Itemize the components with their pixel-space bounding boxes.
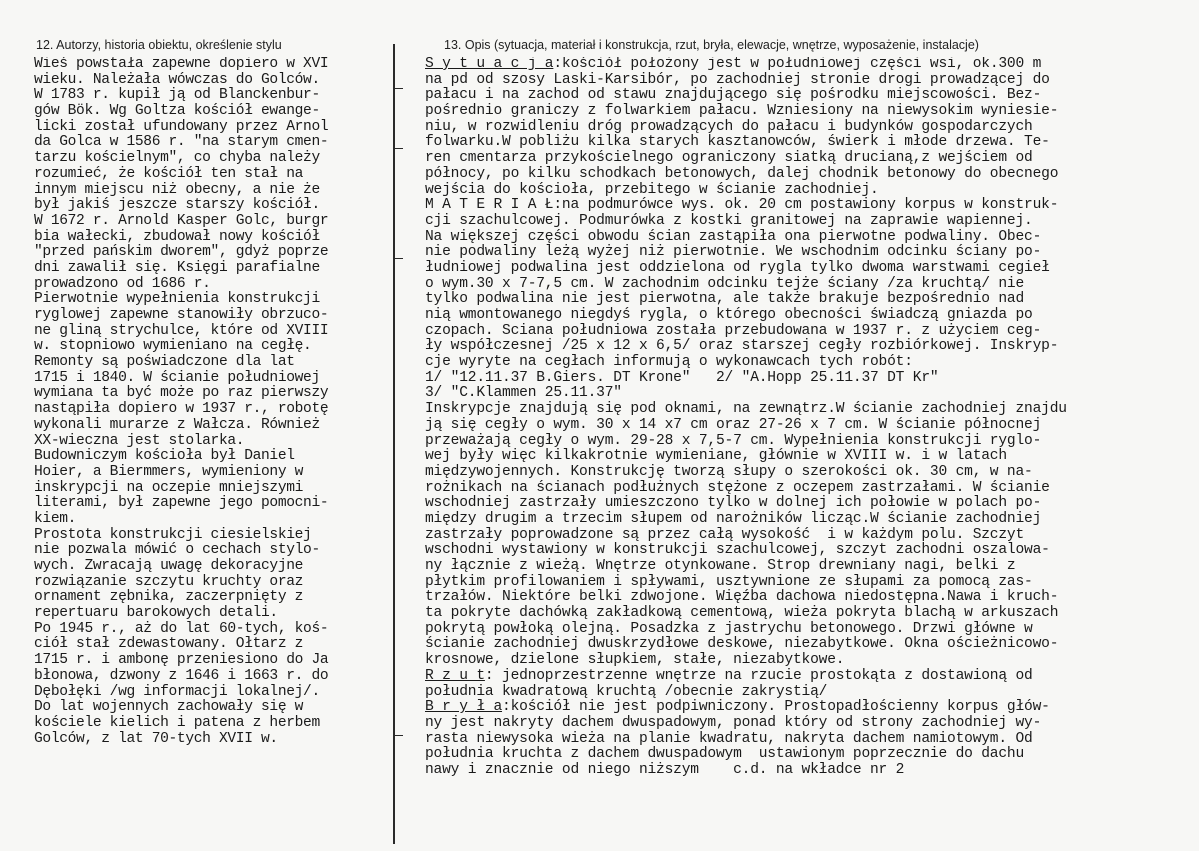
description-line xyxy=(425,245,1197,261)
line-text: ta pokryte dachówką zakładkową cementową, wieża pokryta blachą w arkuszach xyxy=(425,605,1059,622)
line-text: ją się cegły o wym. 30 x 14 x7 cm oraz 27-26 x 7 cm. W ścianie północnej xyxy=(425,416,1042,433)
description-line xyxy=(425,355,1197,371)
description-line xyxy=(425,73,1197,89)
history-line: błonowa, dzwony z 1646 i 1663 r. do xyxy=(34,667,329,684)
history-line: prowadzono od 1686 r. xyxy=(34,275,211,292)
history-line: Budowniczym kościoła był Daniel xyxy=(34,448,295,465)
description-line xyxy=(425,339,1197,355)
description-line xyxy=(425,700,1197,716)
history-line: literami, był zapewne jego pomocni- xyxy=(34,495,329,512)
description-line xyxy=(425,402,1197,418)
history-line: innym miejscu niż obecny, a nie że xyxy=(34,181,320,198)
history-line: ryglowej zapewne stanowiły obrzuco- xyxy=(34,307,329,323)
description-line xyxy=(425,685,1197,701)
line-text: wej były więc kilkakrotnie wymieniane, głównie w XVIII w. i w latach xyxy=(425,448,1007,465)
line-text: pałacu i na zachod od stawu znajdującego się pośrodku miejscowości. Bez- xyxy=(425,87,1042,104)
history-line: rozumieć, że kościół ten stał na xyxy=(34,165,304,182)
description-line xyxy=(425,120,1197,136)
line-text: 1/ "12.11.37 B.Giers. DT Krone" 2/ "A.Hopp 25.11.37 DT Kr" xyxy=(425,369,939,386)
history-line: wych. Zwracają uwagę dekoracyjne xyxy=(34,558,304,574)
description-line xyxy=(425,434,1197,450)
description-line xyxy=(425,277,1197,293)
history-line: ornament zębnika, zaczerpnięty z xyxy=(34,589,304,606)
history-line: repertuaru barokowych detali. xyxy=(34,605,278,622)
history-line: "przed pańskim dworem", gdyż poprze xyxy=(34,244,329,261)
line-text: międzywojennych. Konstrukcję tworzą słupy o szerokości ok. 30 cm, w na- xyxy=(425,463,1033,480)
description-line xyxy=(425,151,1197,167)
line-text: północy, po kilku schodkach betonowych, dalej chodnik betonowy do obecnego xyxy=(425,165,1059,182)
line-text: niu, w rozwidleniu dróg prowadzących do pałacu i budynków gospodarczych xyxy=(425,118,1033,135)
description-line xyxy=(425,528,1197,544)
line-text: krosnowe, dzielone słupkiem, stałe, niezabytkowe. xyxy=(425,652,845,669)
history-line: wykonali murarze z Wałcza. Również xyxy=(34,416,320,433)
history-line: ne gliną strychulce, które od XVIII xyxy=(34,322,329,339)
description-line xyxy=(425,324,1197,340)
description-line xyxy=(425,198,1197,214)
column-divider xyxy=(393,44,395,844)
line-text: wschodni wystawiony w konstrukcji szachulcowej, szczyt zachodni oszalowa- xyxy=(425,542,1050,559)
description-line xyxy=(425,104,1197,120)
description-line xyxy=(425,716,1197,732)
line-text: wschodniej zastrzały umieszczono tylko w dolnej ich połowie w polach po- xyxy=(425,495,1042,512)
line-text: rasta niewysoka wieża na planie kwadratu, nakryta dachem namiotowym. Od xyxy=(425,730,1033,747)
history-line: XX-wieczna jest stolarka. xyxy=(34,432,245,449)
description-line xyxy=(425,135,1197,151)
line-text: zastrzały poprowadzone są przez całą wysokość i w każdym polu. Szczyt xyxy=(425,526,1025,543)
description-line xyxy=(425,88,1197,104)
line-text: rożnikach na ścianach podłużnych stężone z oczepem zastrzałami. W ścianie xyxy=(425,479,1050,496)
line-text: nią wmontowanego niegdyś rygla, o którego obecności świadczą gniazda po xyxy=(425,307,1033,323)
history-line: Remonty są poświadczone dla lat xyxy=(34,354,295,371)
line-text: wejścia do kościoła, przebitego w ścianie zachodniej. xyxy=(425,181,879,198)
history-line: Pierwotnie wypełnienia konstrukcji xyxy=(34,291,320,308)
section-label: B r y ł a xyxy=(425,699,503,716)
history-line: rozwiązanie szczytu kruchty oraz xyxy=(34,573,304,590)
description-line xyxy=(425,292,1197,308)
history-line: dni zawalił się. Księgi parafialne xyxy=(34,259,320,276)
divider-tick xyxy=(395,148,403,149)
line-text: M A T E R I A Ł:na podmurówce wys. ok. 20 cm postawiony korpus w konstruk- xyxy=(425,197,1059,214)
line-text: folwarku.W pobliżu kilka starych kasztanowców, świerk i młode drzewa. Te- xyxy=(425,134,1050,151)
description-line xyxy=(425,183,1197,199)
history-line: gów Bök. Wg Goltza kościół ewange- xyxy=(34,103,320,120)
description-line xyxy=(425,308,1197,324)
description-line xyxy=(425,575,1197,591)
history-line: licki został ufundowany przez Arnol xyxy=(34,118,329,135)
description-line xyxy=(425,590,1197,606)
history-line: Wieś powstała zapewne dopiero w XVI xyxy=(34,57,329,72)
section-12-header: 12. Autorzy, historia obiektu, określenie stylu xyxy=(36,38,282,52)
history-line: nie pozwala mówić o cechach stylo- xyxy=(34,542,320,559)
line-text: łudniowej podwalina jest oddzielona od rygla tylko dwoma warstwami cegieł xyxy=(425,259,1050,276)
description-line xyxy=(425,465,1197,481)
line-text: Na większej części obwodu ścian zastąpiła ona pierwotne podwaliny. Obec- xyxy=(425,228,1042,245)
line-text: tylko podwalina nie jest pierwotna, ale także brakuje bezpośrednio nad xyxy=(425,291,1025,308)
line-text: trzałów. Niektóre belki zdwojone. Więźba dachowa niedostępna.Nawa i kruch- xyxy=(425,589,1059,606)
description-line xyxy=(425,261,1197,277)
description-line xyxy=(425,653,1197,669)
description-line xyxy=(425,167,1197,183)
history-line: nastąpiła dopiero w 1937 r., robotę xyxy=(34,401,329,418)
line-text: cje wyryte na cegłach informują o wykonawcach tych robót: xyxy=(425,354,913,371)
history-line: wieku. Należała wówczas do Golców. xyxy=(34,71,320,88)
description-line xyxy=(425,449,1197,465)
line-text: nie podwaliny leżą wyżej niż pierwotnie. We wschodnim odcinku ściany po- xyxy=(425,244,1042,261)
description-line xyxy=(425,559,1197,575)
history-line: kościele kielich i patena z herbem xyxy=(34,714,320,731)
line-text: pośrednio graniczy z folwarkiem pałacu. Wzniesiony na niewysokim wyniesie- xyxy=(425,103,1059,120)
divider-tick xyxy=(395,88,403,89)
line-text: ny jest nakryty dachem dwuspadowym, ponad który od strony zachodniej wy- xyxy=(425,714,1042,731)
line-text: o wym.30 x 7-7,5 cm. W zachodnim odcinku tejże ściany /za kruchtą/ nie xyxy=(425,275,1025,292)
section-label: R z u t xyxy=(425,667,485,684)
line-text: cji szachulcowej. Podmurówka z kostki granitowej na zaprawie wapiennej. xyxy=(425,212,1033,229)
description-line xyxy=(425,496,1197,512)
line-text: Inskrypcje znajdują się pod oknami, na zewnątrz.W ścianie zachodniej znajdu xyxy=(425,401,1067,418)
line-text: płytkim profilowaniem i spływami, usztywnione ze słupami za pomocą zas- xyxy=(425,573,1033,590)
section-label: S y t u a c j a xyxy=(425,57,554,72)
history-line: tarzu kościelnym", co chyba należy xyxy=(34,150,320,167)
history-line: Golców, z lat 70-tych XVII w. xyxy=(34,730,278,747)
history-line: inskrypcji na oczepie mniejszymi xyxy=(34,479,304,496)
history-line: 1715 r. i ambonę przeniesiono do Ja xyxy=(34,652,329,669)
line-text: przeważają cegły o wym. 29-28 x 7,5-7 cm. Wypełnienia konstrukcji ryglo- xyxy=(425,432,1042,449)
description-line xyxy=(425,371,1197,387)
description-line xyxy=(425,747,1197,763)
history-line: W 1672 r. Arnold Kasper Golc, burgr xyxy=(34,212,329,229)
divider-tick xyxy=(395,258,403,259)
description-line xyxy=(425,57,1197,73)
line-text: południa kwadratową kruchtą /obecnie zakrystią/ xyxy=(425,683,828,700)
line-text: nawy i znacznie od niego niższym c.d. na wkładce nr 2 xyxy=(425,761,905,778)
history-line: Dębołęki /wg informacji lokalnej/. xyxy=(34,683,320,700)
history-line: da Golca w 1586 r. "na starym cmen- xyxy=(34,134,329,151)
line-text: południa kruchta z dachem dwuspadowym ustawionym poprzecznie do dachu xyxy=(425,746,1025,763)
description-line xyxy=(425,669,1197,685)
line-text: 3/ "C.Klammen 25.11.37" xyxy=(425,385,622,402)
history-line: bia wałecki, zbudował nowy kościół xyxy=(34,228,320,245)
description-line xyxy=(425,637,1197,653)
description-line xyxy=(425,543,1197,559)
history-line: 1715 i 1840. W ścianie południowej xyxy=(34,369,320,386)
description-line xyxy=(425,763,1197,779)
history-line: W 1783 r. kupił ją od Blanckenbur- xyxy=(34,87,320,104)
section-13-header: 13. Opis (sytuacja, materiał i konstrukcja, rzut, bryła, elewacje, wnętrze, wyposażenie, instalacje) xyxy=(444,38,979,52)
description-line xyxy=(425,512,1197,528)
description-line xyxy=(425,606,1197,622)
description-line xyxy=(425,481,1197,497)
line-text: ny łącznie z wieżą. Wnętrze otynkowane. Strop drewniany nagi, belki z xyxy=(425,558,1016,574)
history-line: ciół stał zdewastowany. Ołtarz z xyxy=(34,636,304,653)
history-line: kiem. xyxy=(34,510,77,527)
line-text: :kościół nie jest podpiwniczony. Prostopadłościenny korpus głów- xyxy=(502,699,1050,716)
history-text-column xyxy=(34,57,390,747)
line-text: pokrytą powłoką olejną. Posadzka z jastrychu betonowego. Drzwi główne w xyxy=(425,620,1033,637)
description-text-column xyxy=(425,57,1197,779)
line-text: :kościół położony jest w południowej części wsi, ok.300 m xyxy=(553,57,1042,72)
line-text: ły współczesnej /25 x 12 x 6,5/ oraz starszej cegły rozbiórkowej. Inskryp- xyxy=(425,338,1059,355)
line-text: na pd od szosy Laski-Karsibór, po zachodniej stronie drogi prowadzącej do xyxy=(425,71,1050,88)
line-text: : jednoprzestrzenne wnętrze na rzucie prostokąta z dostawioną od xyxy=(484,667,1033,684)
history-line: Do lat wojennych zachowały się w xyxy=(34,699,304,716)
history-line: Prostota konstrukcji ciesielskiej xyxy=(34,526,312,543)
description-line xyxy=(425,214,1197,230)
line-text: ren cmentarza przykościelnego ograniczony siatką drucianą,z wejściem od xyxy=(425,150,1033,167)
line-text: ścianie zachodniej dwuskrzydłowe deskowe, niezabytkowe. Okna ościeżnicowo- xyxy=(425,636,1059,653)
description-line xyxy=(425,418,1197,434)
description-line xyxy=(425,732,1197,748)
description-line xyxy=(425,622,1197,638)
divider-tick xyxy=(395,735,403,736)
history-line: był jakiś jeszcze starszy kościół. xyxy=(34,197,320,214)
history-line: Hoier, a Biermmers, wymieniony w xyxy=(34,463,304,480)
description-line xyxy=(425,386,1197,402)
history-line: wymiana ta być może po raz pierwszy xyxy=(34,385,329,402)
history-line: w. stopniowo wymieniano na cegłę. xyxy=(34,338,312,355)
history-line: Po 1945 r., aż do lat 60-tych, koś- xyxy=(34,620,329,637)
line-text: czopach. Sciana południowa została przebudowana w 1937 r. z użyciem ceg- xyxy=(425,322,1042,339)
line-text: między drugim a trzecim słupem od narożników licząc.W ścianie zachodniej xyxy=(425,510,1042,527)
description-line xyxy=(425,230,1197,246)
